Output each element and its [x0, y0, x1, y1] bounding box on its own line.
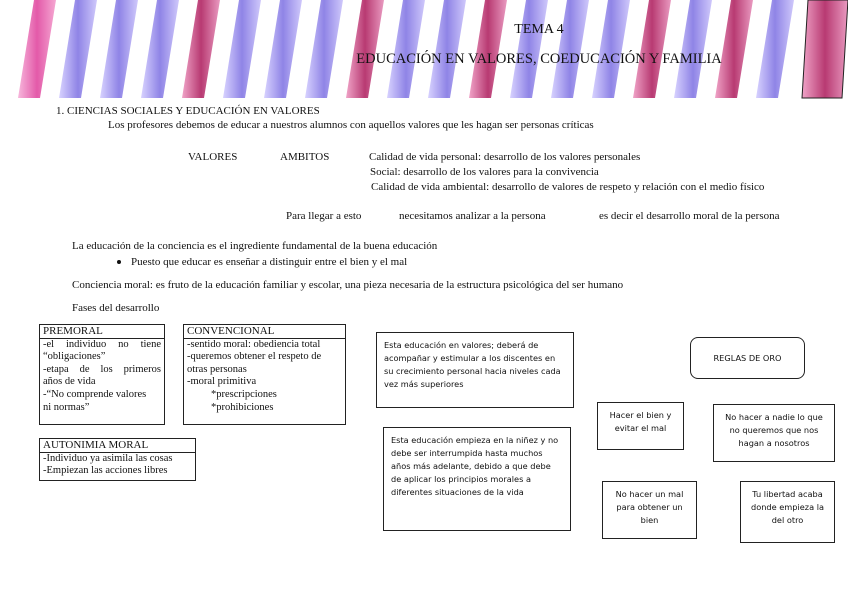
page-subtitle: EDUCACIÓN EN VALORES, COEDUCACIÓN Y FAMILIA [356, 51, 722, 67]
label-valores: VALORES [188, 151, 238, 163]
premoral-line: ni normas” [43, 401, 90, 413]
premoral-line: -etapa de los primeros [43, 363, 161, 375]
banner-stripe [387, 0, 425, 98]
regla-2: No hacer a nadie lo que no queremos que nos hagan a nosotros [713, 404, 835, 462]
section-intro: Los profesores debemos de educar a nuestros alumnos con aquellos valores que les hagan ser personas críticas [108, 119, 594, 131]
premoral-box [39, 324, 165, 425]
flow-step-1: Para llegar a esto [286, 210, 362, 222]
bullet-icon [117, 260, 121, 264]
label-ambitos: AMBITOS [280, 151, 330, 163]
flow-step-2: necesitamos analizar a la persona [399, 210, 546, 222]
regla-1: Hacer el bien y evitar el mal [597, 402, 684, 450]
premoral-title: PREMORAL [40, 325, 164, 339]
convencional-line: -moral primitiva [187, 376, 257, 388]
ambito-ambiental: Calidad de vida ambiental: desarrollo de valores de respeto y relación con el medio físico [371, 181, 765, 193]
reglas-de-oro-label: REGLAS DE ORO [713, 353, 782, 363]
banner-stripe [100, 0, 138, 98]
section-heading: 1. CIENCIAS SOCIALES Y EDUCACIÓN EN VALORES [56, 105, 320, 117]
banner-stripe [182, 0, 220, 98]
banner-stripe [633, 0, 671, 98]
banner-stripe [551, 0, 589, 98]
banner-stripe [346, 0, 384, 98]
premoral-line: “obligaciones” [43, 351, 106, 363]
bullet-text: Puesto que educar es enseñar a distinguir entre el bien y el mal [131, 256, 408, 268]
conciencia-moral-text: Conciencia moral: es fruto de la educación familiar y escolar, una pieza necesaria de la estructura psicológica del ser humano [72, 279, 624, 291]
convencional-line: *prohibiciones [211, 401, 274, 413]
note-educacion-ninez: Esta educación empieza en la niñez y no debe ser interrumpida hasta muchos años más adelante, debido a que debe de aplicar los principios morales a diferentes situaciones de la vida [383, 427, 571, 531]
autonomia-box [39, 438, 196, 481]
regla-4: Tu libertad acaba donde empieza la del otro [740, 481, 835, 543]
autonomia-line: -Empiezan las acciones libres [43, 465, 168, 477]
banner-stripe [715, 0, 753, 98]
banner-stripe [510, 0, 548, 98]
banner-stripe [592, 0, 630, 98]
banner-stripe [59, 0, 97, 98]
banner-stripe [469, 0, 507, 98]
convencional-title: CONVENCIONAL [184, 325, 345, 339]
autonomia-title: AUTONIMIA MORAL [40, 439, 195, 453]
banner-stripe [141, 0, 179, 98]
flow-step-3: es decir el desarrollo moral de la persona [599, 210, 780, 222]
banner-stripe [305, 0, 343, 98]
convencional-line: otras personas [187, 363, 247, 375]
bullet-item [117, 256, 407, 268]
note-educacion-valores: Esta educación en valores; deberá de acompañar y estimular a los discentes en su crecimiento personal hacia niveles cada vez más superiores [376, 332, 574, 408]
banner-stripe [223, 0, 261, 98]
banner-stripe [428, 0, 466, 98]
convencional-line: -queremos obtener el respeto de [187, 351, 322, 363]
ambito-social: Social: desarrollo de los valores para la convivencia [370, 166, 599, 178]
fases-label: Fases del desarrollo [72, 302, 160, 314]
page-title: TEMA 4 [514, 22, 564, 37]
banner-end-stripe [802, 0, 848, 98]
banner-stripe [264, 0, 302, 98]
premoral-line: -“No comprende valores [43, 388, 147, 400]
premoral-line: -el individuo no tiene [43, 338, 161, 350]
ambito-personal: Calidad de vida personal: desarrollo de los valores personales [369, 151, 641, 163]
premoral-line: años de vida [43, 376, 96, 388]
convencional-line: *prescripciones [211, 388, 277, 400]
convencional-box [183, 324, 346, 425]
reglas-de-oro [690, 337, 805, 379]
header-banner [0, 0, 848, 100]
autonomia-line: -Individuo ya asimila las cosas [43, 452, 173, 464]
conciencia-text: La educación de la conciencia es el ingrediente fundamental de la buena educación [72, 240, 438, 252]
banner-stripe [756, 0, 794, 98]
banner-stripe [18, 0, 56, 98]
regla-3: No hacer un mal para obtener un bien [602, 481, 697, 539]
banner-stripe [674, 0, 712, 98]
convencional-line: -sentido moral: obediencia total [187, 338, 321, 350]
